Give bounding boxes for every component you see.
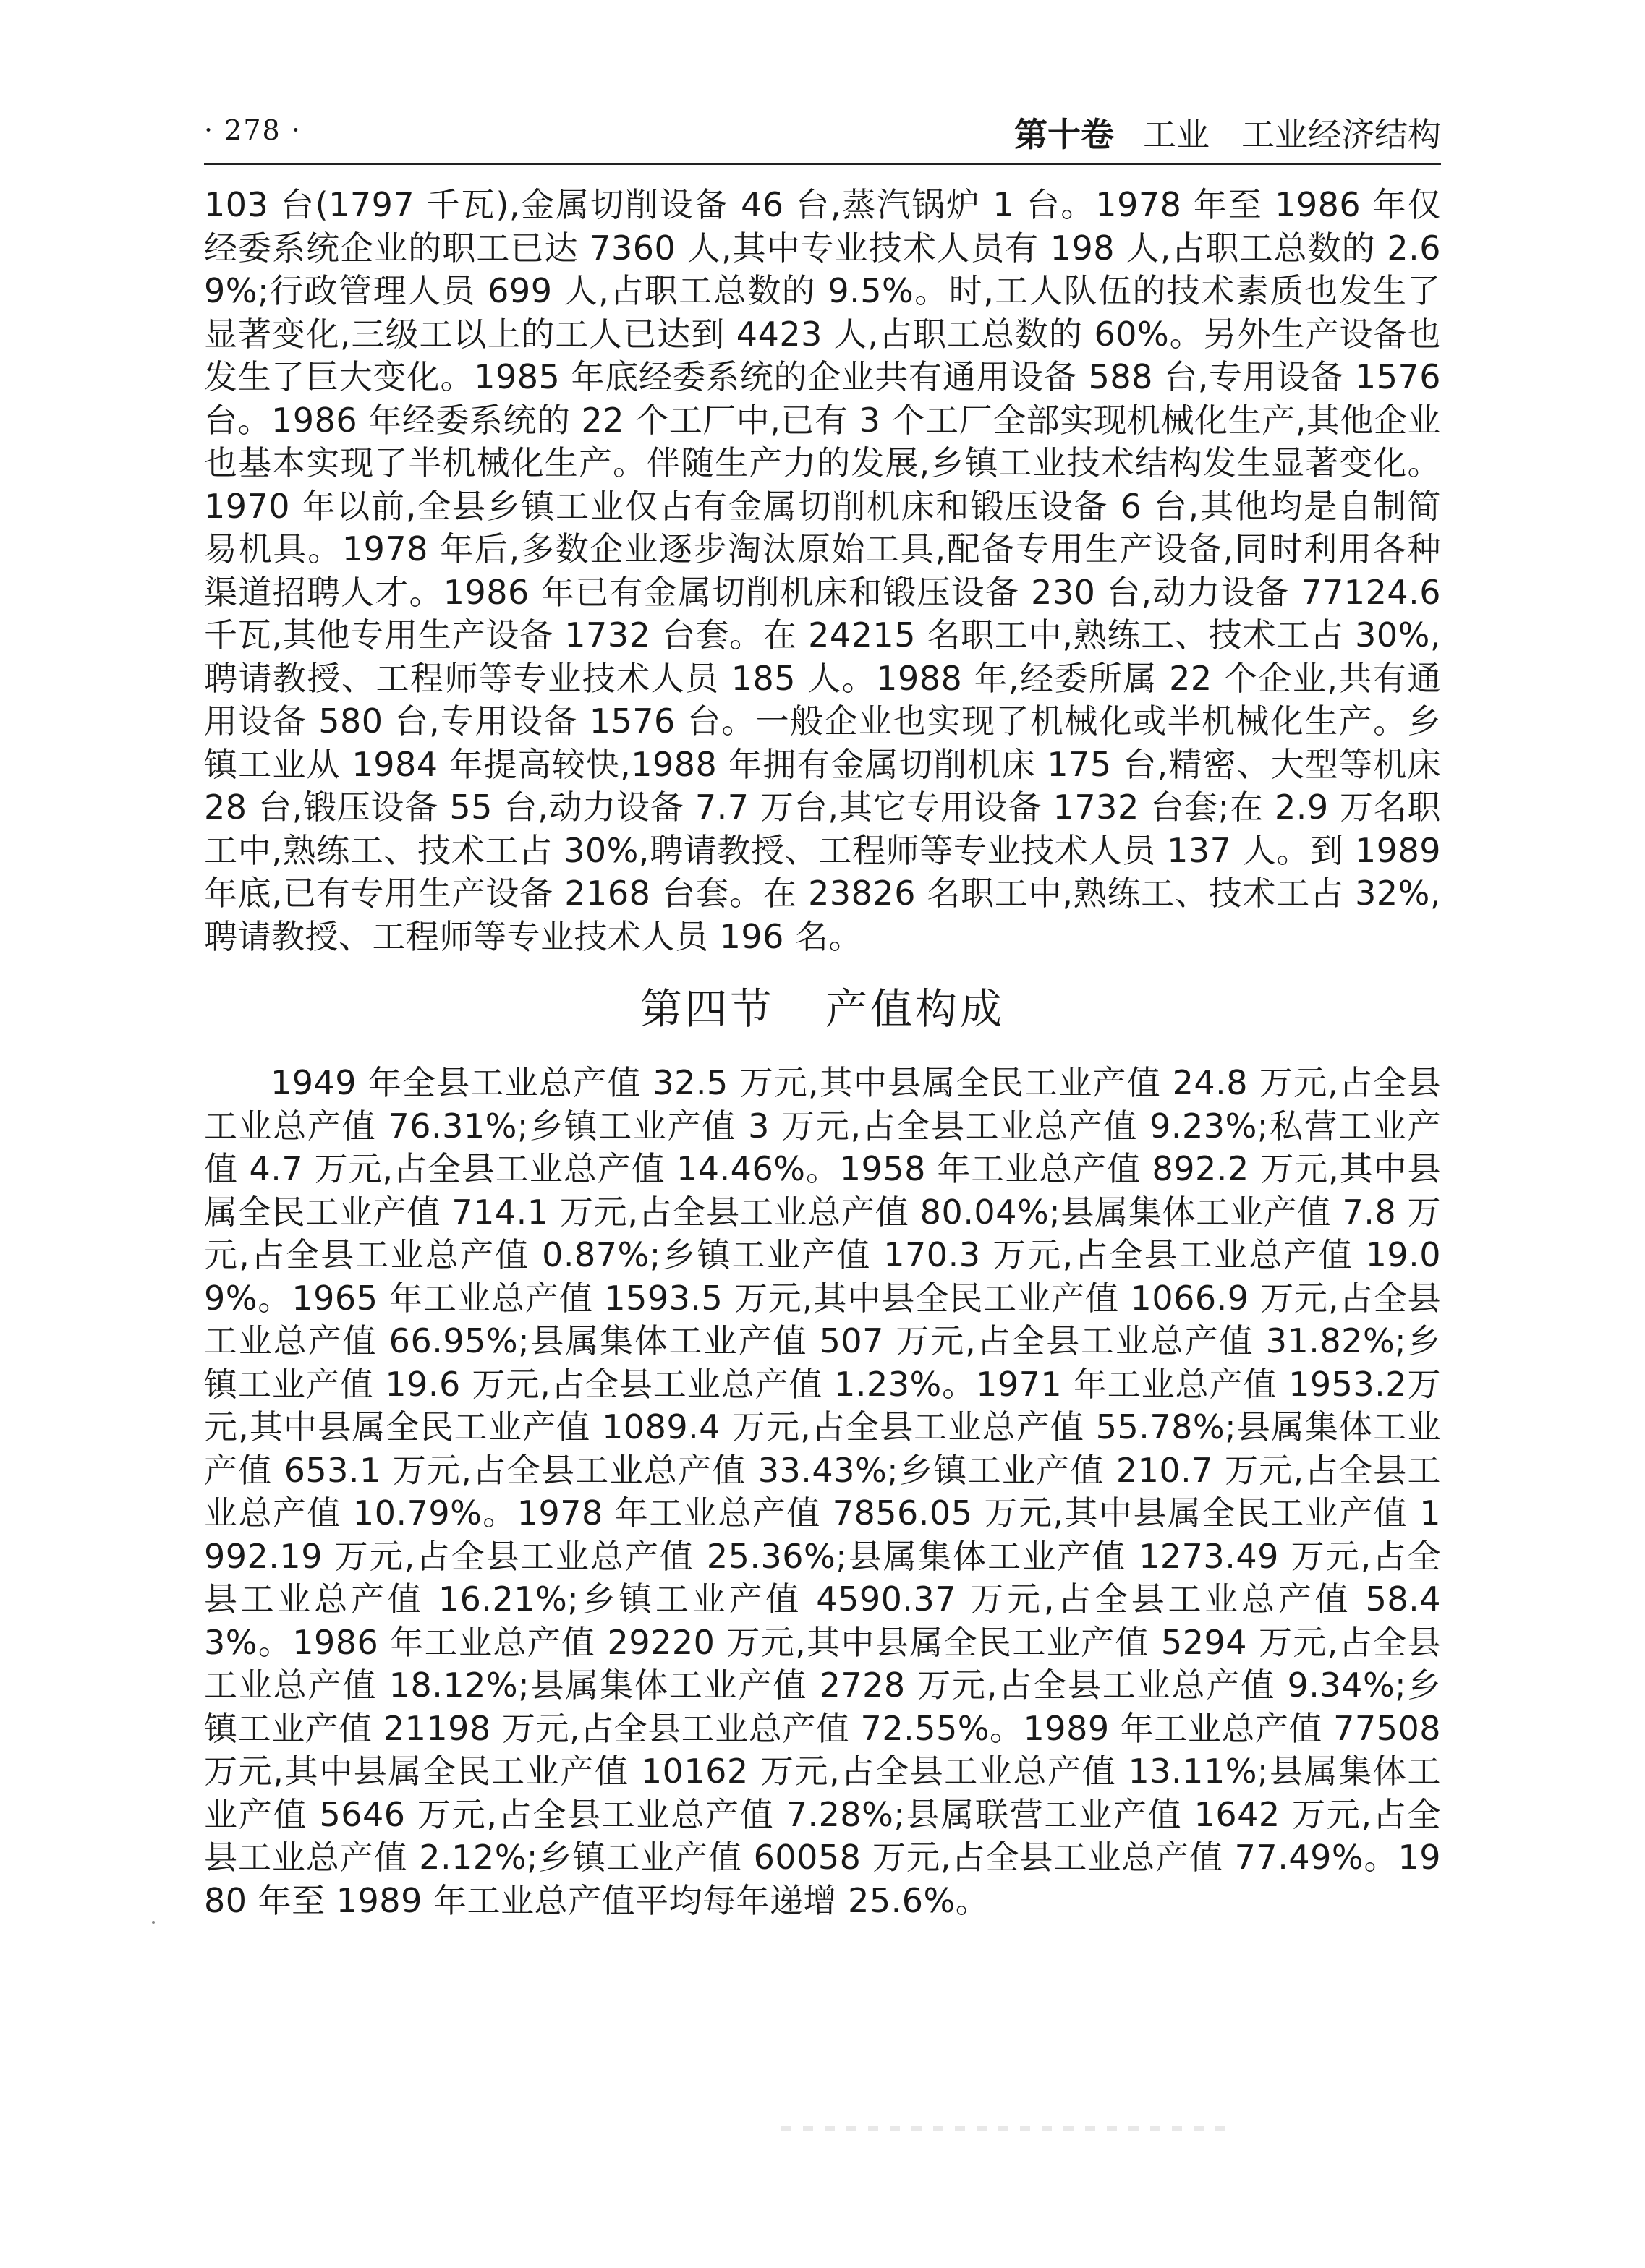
section-name: 产值构成 <box>825 984 1006 1033</box>
running-head <box>1014 108 1441 156</box>
paragraph-output-value: 1949 年全县工业总产值 32.5 万元,其中县属全民工业产值 24.8 万元,占全县工业总产值 76.31%;乡镇工业产值 3 万元,占全县工业总产值 9.23%;私营工业产值 4.7 万元,占全县工业总产值 14.46%。1958 年工业总产值 892.2 万元,其中县属全民工业产值 714.1 万元,占全县工业总产值 80.04%;县属集体工业产值 7.8 万元,占全县工业总产值 0.87%;乡镇工业产值 170.3 万元,占全县工业总产值 19.09%。1965 年工业总产值 1593.5 万元,其中县全民工业产值 1066.9 万元,占全县工业总产值 66.95%;县属集体工业产值 507 万元,占全县工业总产值 31.82%;乡镇工业产值 19.6 万元,占全县工业总产值 1.23%。1971 年工业总产值 1953.2万元,其中县属全民工业产值 1089.4 万元,占全县工业总产值 55.78%;县属集体工业产值 653.1 万元,占全县工业总产值 33.43%;乡镇工业产值 210.7 万元,占全县工业总产值 10.79%。1978 年工业总产值 7856.05 万元,其中县属全民工业产值 1992.19 万元,占全县工业总产值 25.36%;县属集体工业产值 1273.49 万元,占全县工业总产值 16.21%;乡镇工业产值 4590.37 万元,占全县工业总产值 58.43%。1986 年工业总产值 29220 万元,其中县属全民工业产值 5294 万元,占全县工业总产值 18.12%;县属集体工业产值 2728 万元,占全县工业总产值 9.34%;乡镇工业产值 21198 万元,占全县工业总产值 72.55%。1989 年工业总产值 77508 万元,其中县属全民工业产值 10162 万元,占全县工业总产值 13.11%;县属集体工业产值 5646 万元,占全县工业总产值 7.28%;县属联营工业产值 1642 万元,占全县工业总产值 2.12%;乡镇工业产值 60058 万元,占全县工业总产值 77.49%。1980 年至 1989 年工业总产值平均每年递增 25.6%。 <box>204 1063 1441 1920</box>
page-header <box>204 108 1441 166</box>
chapter-label: 工业经济结构 <box>1241 115 1441 154</box>
section-title <box>204 975 1441 1036</box>
page-number: · 278 · <box>204 114 302 146</box>
volume-label: 第十卷 <box>1014 115 1114 154</box>
paragraph-equipment: 103 台(1797 千瓦),金属切削设备 46 台,蒸汽锅炉 1 台。1978 年至 1986 年仅经委系统企业的职工已达 7360 人,其中专业技术人员有 198 人,占职工总数的 2.69%;行政管理人员 699 人,占职工总数的 9.5%。时,工人队伍的技术素质也发生了显著变化,三级工以上的工人已达到 4423 人,占职工总数的 60%。另外生产设备也发生了巨大变化。1985 年底经委系统的企业共有通用设备 588 台,专用设备 1576 台。1986 年经委系统的 22 个工厂中,已有 3 个工厂全部实现机械化生产,其他企业也基本实现了半机械化生产。伴随生产力的发展,乡镇工业技术结构发生显著变化。1970 年以前,全县乡镇工业仅占有金属切削机床和锻压设备 6 台,其他均是自制简易机具。1978 年后,多数企业逐步淘汰原始工具,配备专用生产设备,同时利用各种渠道招聘人才。1986 年已有金属切削机床和锻压设备 230 台,动力设备 77124.6 千瓦,其他专用生产设备 1732 台套。在 24215 名职工中,熟练工、技术工占 30%,聘请教授、工程师等专业技术人员 185 人。1988 年,经委所属 22 个企业,共有通用设备 580 台,专用设备 1576 台。一般企业也实现了机械化或半机械化生产。乡镇工业从 1984 年提高较快,1988 年拥有金属切削机床 175 台,精密、大型等机床 28 台,锻压设备 55 台,动力设备 7.7 万台,其它专用设备 1732 台套;在 2.9 万名职工中,熟练工、技术工占 30%,聘请教授、工程师等专业技术人员 137 人。到 1989 年底,已有专用生产设备 2168 台套。在 23826 名职工中,熟练工、技术工占 32%,聘请教授、工程师等专业技术人员 196 名。 <box>204 185 1441 956</box>
part-label: 工业 <box>1143 115 1210 154</box>
header-rule <box>204 163 1441 165</box>
scan-artifact-line <box>781 2126 1230 2131</box>
section-number: 第四节 <box>639 984 775 1033</box>
scan-artifact-dot <box>152 1921 155 1924</box>
